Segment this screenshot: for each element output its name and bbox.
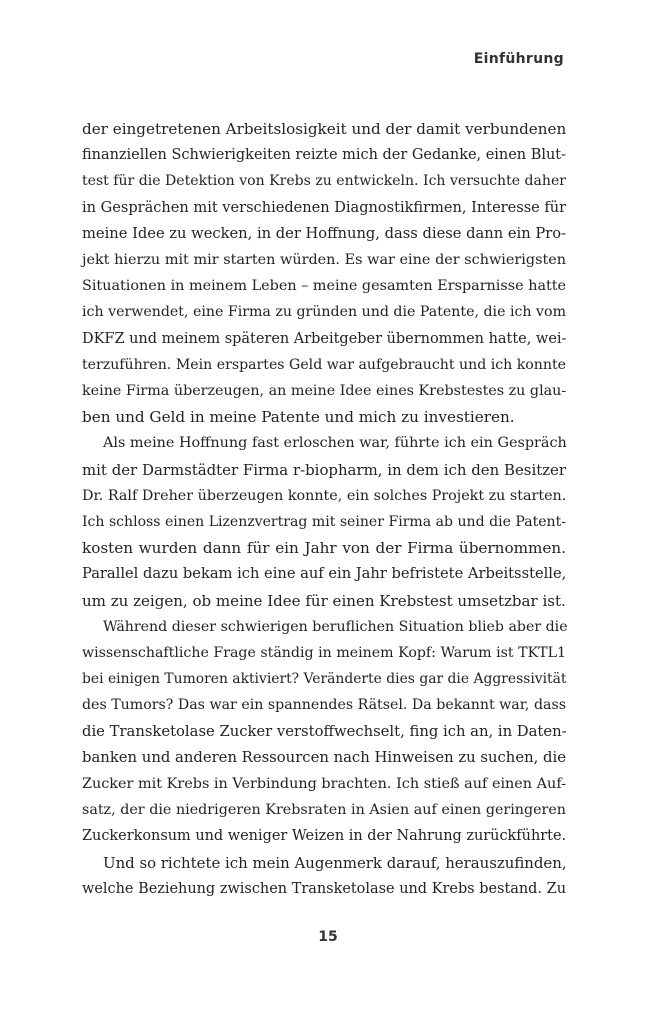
text-line: finanziellen Schwierigkeiten reizte mich der Gedanke, einen Blut-	[82, 147, 566, 164]
text-line: Dr. Ralf Dreher überzeugen konnte, ein solches Projekt zu starten.	[82, 487, 567, 504]
text-line: bei einigen Tumoren aktiviert? Veränderte dies gar die Aggressivität	[82, 671, 567, 688]
text-line: terzuführen. Mein erspartes Geld war aufgebraucht und ich konnte	[82, 356, 566, 373]
text-line: ich verwendet, eine Firma zu gründen und die Patente, die ich vom	[82, 304, 566, 321]
body-text	[82, 116, 566, 902]
text-line: Zucker mit Krebs in Verbindung brachten. Ich stieß auf einen Auf-	[82, 776, 566, 793]
text-line: des Tumors? Das war ein spannendes Rätsel. Da bekannt war, dass	[82, 697, 566, 714]
text-line: Als meine Hoffnung fast erloschen war, führte ich ein Gespräch	[103, 435, 567, 452]
text-line: Und so richtete ich mein Augenmerk darauf, herauszufinden,	[103, 853, 567, 872]
text-line: banken und anderen Ressourcen nach Hinweisen zu suchen, die	[82, 748, 566, 766]
text-line: wissenschaftliche Frage ständig in meinem Kopf: Warum ist TKTL1	[82, 645, 566, 662]
text-line: Während dieser schwierigen beruflichen Situation blieb aber die	[103, 618, 568, 635]
text-line: ben und Geld in meine Patente und mich zu investieren.	[82, 408, 515, 427]
text-line: test für die Detektion von Krebs zu entwickeln. Ich versuchte daher	[82, 173, 566, 190]
text-line: kosten wurden dann für ein Jahr von der Firma übernommen.	[82, 539, 566, 558]
page-number: 15	[318, 929, 338, 945]
text-line: Zuckerkonsum und weniger Weizen in der Nahrung zurückführte.	[82, 828, 567, 845]
paragraph-2	[82, 430, 566, 613]
running-head: Einführung	[473, 51, 564, 67]
text-line: der eingetretenen Arbeitslosigkeit und der damit verbundenen	[82, 120, 567, 138]
text-line: jekt hierzu mit mir starten würden. Es war eine der schwierigsten	[82, 252, 566, 269]
paragraph-1	[82, 116, 566, 430]
text-line: welche Beziehung zwischen Transketolase und Krebs bestand. Zu	[82, 880, 566, 897]
text-line: mit der Darmstädter Firma r-biopharm, in dem ich den Besitzer	[82, 460, 566, 479]
text-line: satz, der die niedrigeren Krebsraten in Asien auf einen geringeren	[82, 802, 566, 819]
text-line: um zu zeigen, ob meine Idee für einen Krebstest umsetzbar ist.	[82, 591, 566, 610]
text-line: in Gesprächen mit verschiedenen Diagnostikfirmen, Interesse für	[82, 198, 567, 216]
text-line: die Transketolase Zucker verstoffwechselt, fing ich an, in Daten-	[82, 722, 567, 740]
text-line: meine Idee zu wecken, in der Hoffnung, dass diese dann ein Pro-	[82, 224, 567, 242]
text-line: Parallel dazu bekam ich eine auf ein Jahr befristete Arbeitsstelle,	[82, 565, 567, 583]
text-line: DKFZ und meinem späteren Arbeitgeber übernommen hatte, wei-	[82, 330, 567, 347]
text-line: Situationen in meinem Leben – meine gesamten Ersparnisse hatte	[82, 278, 567, 295]
text-line: keine Firma überzeugen, an meine Idee eines Krebstestes zu glau-	[82, 383, 567, 400]
text-line: Ich schloss einen Lizenzvertrag mit seiner Firma ab und die Patent-	[82, 514, 566, 531]
paragraph-4	[82, 850, 566, 902]
paragraph-3	[82, 614, 566, 850]
